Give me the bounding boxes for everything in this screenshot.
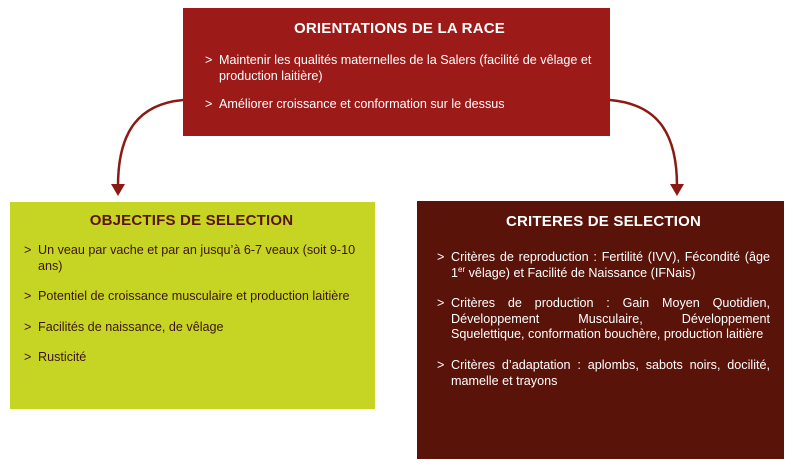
superscript: er bbox=[458, 264, 466, 274]
list-item bbox=[24, 243, 359, 274]
objectifs-title: OBJECTIFS DE SELECTION bbox=[89, 212, 294, 229]
item-text: Potentiel de croissance musculaire et production laitière bbox=[38, 289, 350, 304]
item-text: Maintenir les qualités maternelles de la Salers (facilité de vêlage et production laitière) bbox=[219, 53, 592, 83]
arrow-to-criteres bbox=[610, 100, 677, 186]
orientations-box bbox=[183, 8, 610, 136]
bullet-marker: > bbox=[24, 289, 32, 304]
bullet-marker: > bbox=[205, 53, 213, 67]
bullet-marker: > bbox=[437, 296, 445, 311]
list-item bbox=[437, 250, 770, 281]
orientations-title: ORIENTATIONS DE LA RACE bbox=[294, 20, 505, 37]
item-text: Rusticité bbox=[38, 350, 87, 365]
item-text-part: Critères de reproduction : Fertilité (IVV), Fécondité (âge 1 bbox=[451, 250, 770, 280]
item-text: Critères de production : Gain Moyen Quotidien, Développement Musculaire, Développement Squelettique, conformation bouchère, production laitière bbox=[451, 296, 770, 342]
bullet-marker: > bbox=[24, 319, 32, 334]
list-item bbox=[437, 358, 770, 389]
bullet-marker: > bbox=[205, 97, 213, 112]
objectifs-list bbox=[24, 243, 359, 366]
list-item bbox=[205, 53, 594, 84]
orientations-list bbox=[205, 53, 594, 113]
objectifs-box bbox=[10, 202, 375, 409]
item-text: Facilités de naissance, de vêlage bbox=[38, 319, 224, 334]
bullet-marker: > bbox=[437, 357, 445, 372]
arrowhead-left bbox=[111, 184, 125, 196]
bullet-marker: > bbox=[24, 243, 32, 257]
criteres-title: CRITERES DE SELECTION bbox=[505, 213, 702, 230]
criteres-list bbox=[437, 250, 770, 389]
item-text: Améliorer croissance et conformation sur le dessus bbox=[219, 97, 505, 112]
list-item bbox=[437, 296, 770, 343]
bullet-marker: > bbox=[24, 350, 32, 365]
arrow-to-objectifs bbox=[118, 100, 183, 186]
list-item bbox=[205, 97, 594, 113]
bullet-marker: > bbox=[437, 250, 445, 264]
list-item bbox=[24, 320, 359, 336]
item-text: Un veau par vache et par an jusqu’à 6-7 veaux (soit 9-10 ans) bbox=[38, 243, 356, 273]
list-item bbox=[24, 289, 359, 305]
item-text: Critères d’adaptation : aplombs, sabots noirs, docilité, mamelle et trayons bbox=[451, 357, 770, 388]
list-item bbox=[24, 350, 359, 366]
criteres-box bbox=[417, 201, 784, 459]
item-text-part: vêlage) et Facilité de Naissance (IFNais) bbox=[465, 265, 696, 280]
arrowhead-right bbox=[670, 184, 684, 196]
